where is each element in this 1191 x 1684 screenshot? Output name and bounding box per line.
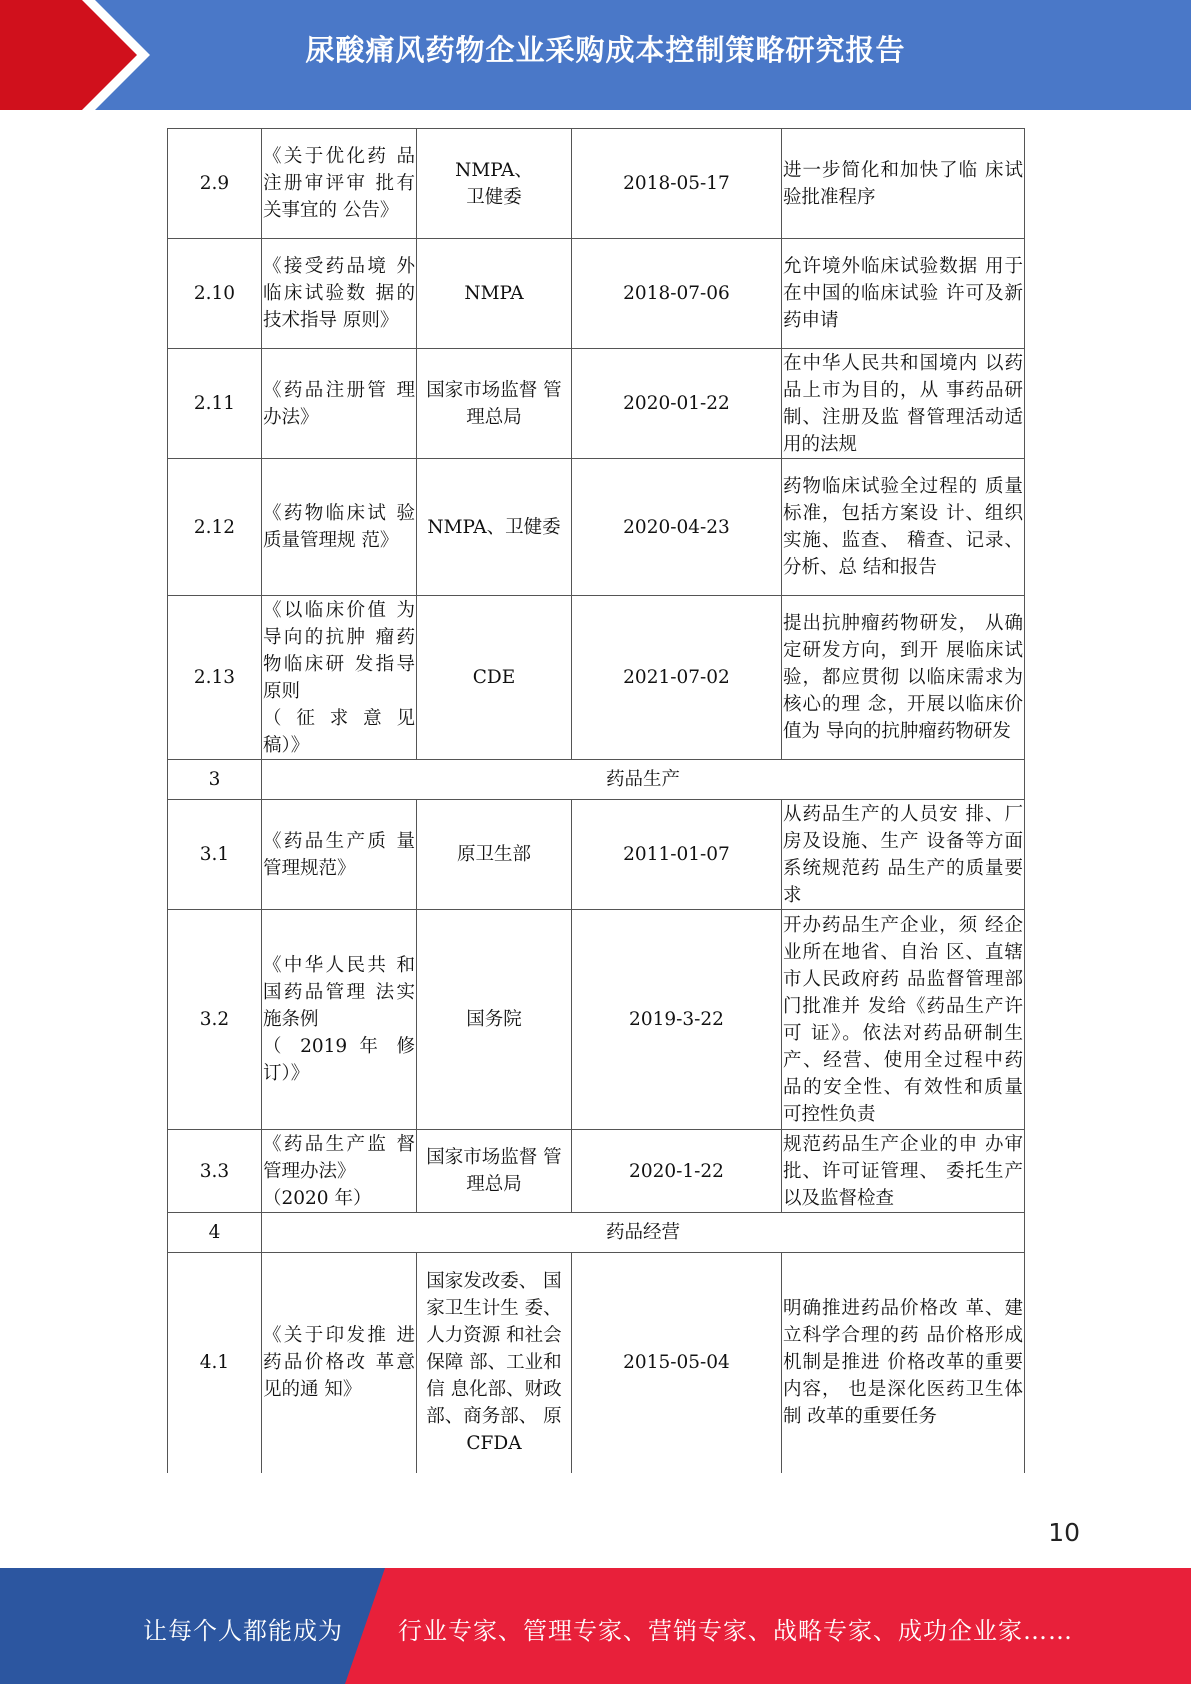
policy-name [262, 1130, 417, 1213]
policy-table [167, 128, 1025, 1473]
issue-date: 2018-05-17 [572, 129, 782, 239]
policy-description: 从药品生产的人员安 排、厂房及设施、生产 设备等方面系统规范药 品生产的质量要求 [782, 800, 1025, 910]
policy-description: 开办药品生产企业，须 经企业所在地省、自治 区、直辖市人民政府药 品监督管理部门批准并 发给《药品生产许可 证》。依法对药品研制生 产、经营、使用全过程中药品的安全性、有效性和质量可控性负责 [782, 910, 1025, 1130]
issuing-department [417, 129, 572, 239]
policy-name: 《药品生产质 量管理规范》 [262, 800, 417, 910]
table-row [168, 239, 1025, 349]
section-title: 药品经营 [262, 1213, 1025, 1253]
page-number: 10 [1048, 1518, 1080, 1547]
issue-date: 2011-01-07 [572, 800, 782, 910]
policy-name: 《药品注册管 理办法》 [262, 349, 417, 459]
policy-name: 《关于优化药 品注册审评审 批有关事宜的 公告》 [262, 129, 417, 239]
issue-date: 2020-1-22 [572, 1130, 782, 1213]
policy-table-container [167, 128, 1025, 1474]
issue-date: 2021-07-02 [572, 596, 782, 760]
footer-slogan-right: 行业专家、管理专家、营销专家、战略专家、成功企业家…… [398, 1617, 1073, 1645]
row-number: 2.13 [168, 596, 262, 760]
row-number: 3.3 [168, 1130, 262, 1213]
policy-description: 药物临床试验全过程的 质量标准，包括方案设 计、组织实施、监查、 稽查、记录、分析、总 结和报告 [782, 459, 1025, 596]
row-number: 2.9 [168, 129, 262, 239]
policy-name-text: 《以临床价值 为导向的抗肿 瘤药物临床研 发指导原则 （ 征 求 意 见 稿）》 [263, 599, 415, 756]
policy-name-text: 《药品生产监 督管理办法》 （2020 年） [263, 1133, 415, 1209]
policy-name [262, 910, 417, 1130]
policy-description: 在中华人民共和国境内 以药品上市为目的，从 事药品研制、注册及监 督管理活动适用的法规 [782, 349, 1025, 459]
section-number: 3 [168, 760, 262, 800]
policy-name: 《关于印发推 进药品价格改 革意见的通 知》 [262, 1253, 417, 1473]
table-row [168, 910, 1025, 1130]
table-row [168, 1253, 1025, 1473]
row-number: 3.1 [168, 800, 262, 910]
policy-description: 明确推进药品价格改 革、建立科学合理的药 品价格形成机制是推进 价格改革的重要内容， 也是深化医药卫生体制 改革的重要任务 [782, 1253, 1025, 1473]
row-number: 2.12 [168, 459, 262, 596]
page-footer [0, 1568, 1191, 1684]
issue-date: 2020-01-22 [572, 349, 782, 459]
row-number: 3.2 [168, 910, 262, 1130]
issuing-department: NMPA、卫健委 [417, 459, 572, 596]
issue-date: 2020-04-23 [572, 459, 782, 596]
dept-line: NMPA、 卫健委 [455, 159, 533, 208]
table-row [168, 349, 1025, 459]
issue-date: 2018-07-06 [572, 239, 782, 349]
table-row [168, 596, 1025, 760]
row-number: 2.10 [168, 239, 262, 349]
issuing-department: 国家市场监督 管理总局 [417, 349, 572, 459]
policy-description: 允许境外临床试验数据 用于在中国的临床试验 许可及新药申请 [782, 239, 1025, 349]
policy-name [262, 596, 417, 760]
policy-description: 规范药品生产企业的申 办审批、许可证管理、 委托生产以及监督检查 [782, 1130, 1025, 1213]
table-row [168, 129, 1025, 239]
issuing-department: 国家发改委、 国家卫生计生 委、人力资源 和社会保障 部、工业和信 息化部、财政部、商务部、 原CFDA [417, 1253, 572, 1473]
section-title: 药品生产 [262, 760, 1025, 800]
row-number: 2.11 [168, 349, 262, 459]
section-row [168, 760, 1025, 800]
table-row [168, 1130, 1025, 1213]
report-title: 尿酸痛风药物企业采购成本控制策略研究报告 [305, 33, 906, 67]
issue-date: 2015-05-04 [572, 1253, 782, 1473]
policy-description: 提出抗肿瘤药物研发， 从确定研发方向，到开 展临床试验，都应贯彻 以临床需求为核心的理 念，开展以临床价值为 导向的抗肿瘤药物研发 [782, 596, 1025, 760]
page-header [0, 0, 1191, 110]
issuing-department: CDE [417, 596, 572, 760]
policy-name-text: 《中华人民共 和国药品管理 法实施条例 （ 2019 年 修 订）》 [263, 955, 415, 1084]
table-row [168, 459, 1025, 596]
row-number: 4.1 [168, 1253, 262, 1473]
section-number: 4 [168, 1213, 262, 1253]
issuing-department: 原卫生部 [417, 800, 572, 910]
issuing-department: 国家市场监督 管理总局 [417, 1130, 572, 1213]
issuing-department: 国务院 [417, 910, 572, 1130]
footer-slogan-left: 让每个人都能成为 [143, 1617, 343, 1645]
issuing-department: NMPA [417, 239, 572, 349]
section-row [168, 1213, 1025, 1253]
policy-name: 《药物临床试 验质量管理规 范》 [262, 459, 417, 596]
policy-description: 进一步简化和加快了临 床试验批准程序 [782, 129, 1025, 239]
policy-name: 《接受药品境 外临床试验数 据的技术指导 原则》 [262, 239, 417, 349]
table-row [168, 800, 1025, 910]
issue-date: 2019-3-22 [572, 910, 782, 1130]
